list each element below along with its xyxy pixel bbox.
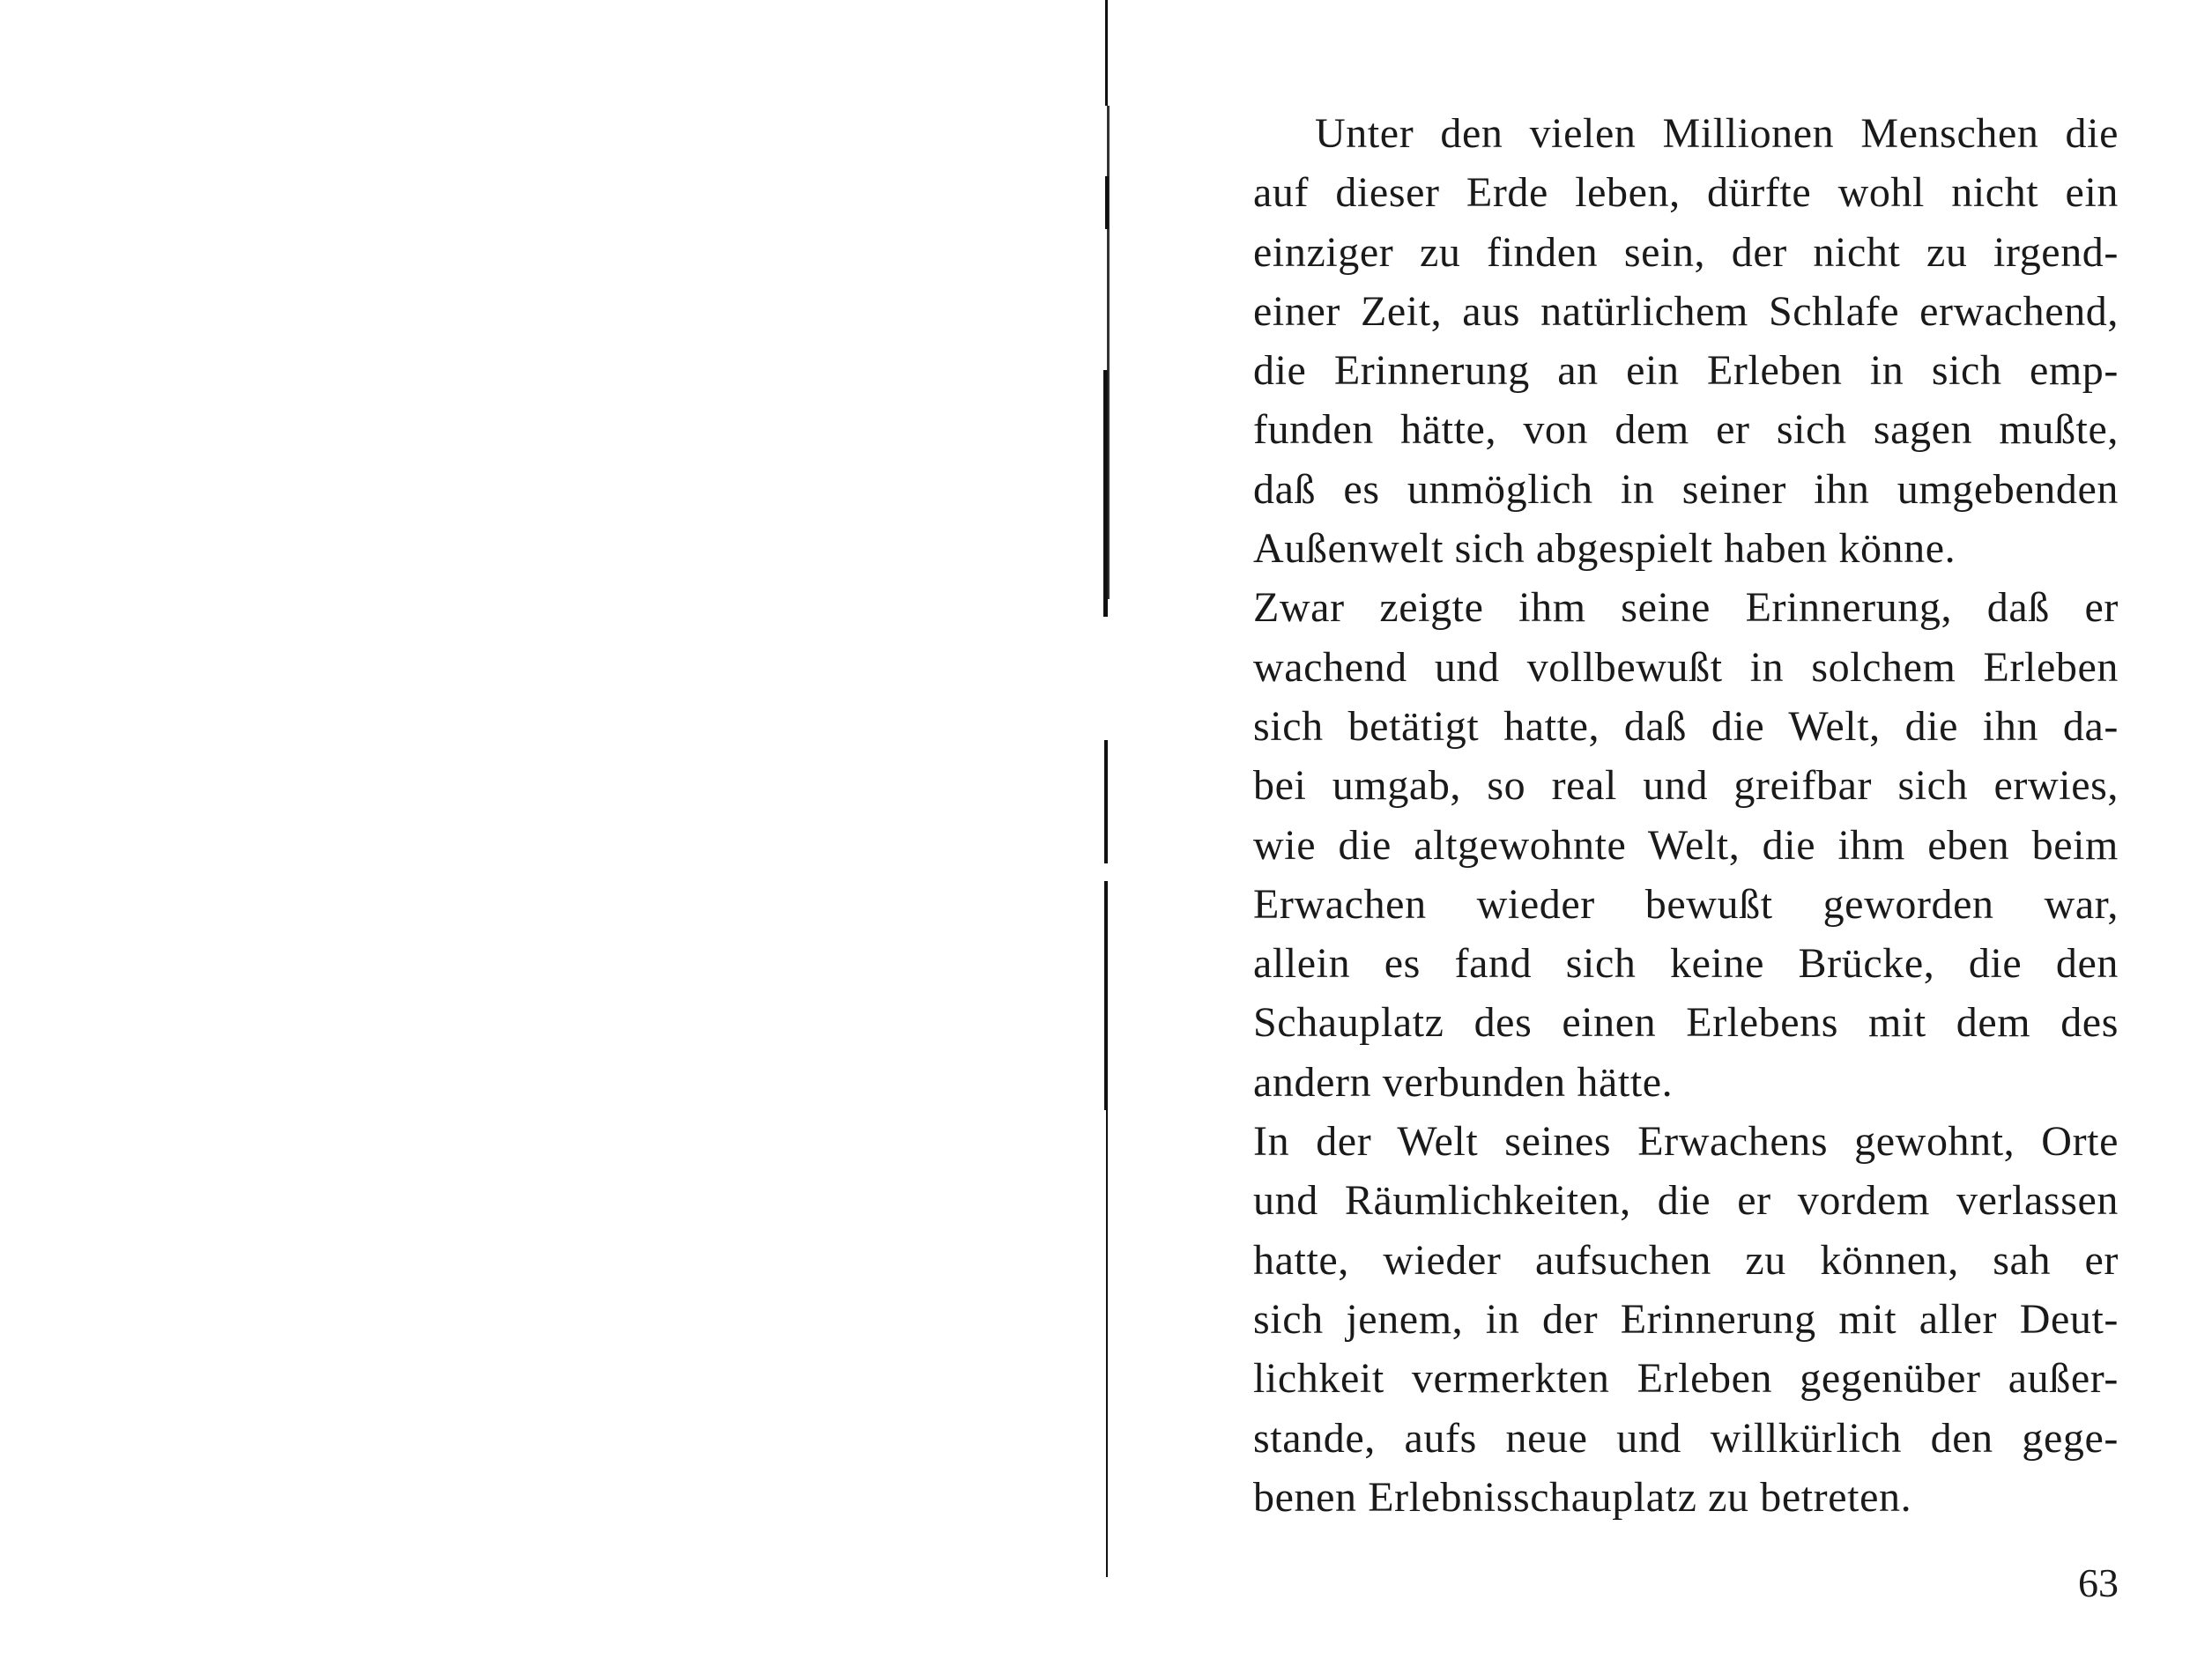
text-line: Erwachen wieder bewußt geworden war, [1253, 880, 2119, 928]
text-line: sich betätigt hatte, daß die Welt, die ihn da- [1253, 702, 2119, 750]
text-line: andern verbunden hätte. [1253, 1058, 1674, 1106]
body-text [1253, 104, 2119, 1527]
text-line: allein es fand sich keine Brücke, die den [1253, 940, 2119, 988]
text-line: wie die altgewohnte Welt, die ihm eben beim [1253, 821, 2119, 869]
text-line: die Erinnerung an ein Erleben in sich emp- [1253, 347, 2119, 395]
text-line: stande, aufs neue und willkürlich den gege- [1253, 1414, 2119, 1462]
gutter-edge-line [1105, 0, 1108, 106]
gutter-edge-line [1104, 740, 1108, 863]
book-gutter [1093, 0, 1128, 1577]
text-line: Zwar zeigte ihm seine Erinnerung, daß er [1253, 584, 2119, 632]
text-line: wachend und vollbewußt in solchem Erleben [1253, 643, 2119, 691]
text-line: In der Welt seines Erwachens gewohnt, Orte [1253, 1118, 2119, 1166]
right-page [1130, 0, 2212, 1674]
text-line: einziger zu finden sein, der nicht zu irgend- [1253, 228, 2119, 276]
text-line: benen Erlebnisschauplatz zu betreten. [1253, 1473, 1912, 1521]
gutter-edge-line [1106, 1533, 1108, 1577]
text-line: funden hätte, von dem er sich sagen mußte, [1253, 406, 2119, 454]
text-line: einer Zeit, aus natürlichem Schlafe erwachend, [1253, 287, 2119, 335]
text-line: auf dieser Erde leben, dürfte wohl nicht ein [1253, 169, 2119, 217]
text-line: Unter den vielen Millionen Menschen die [1315, 110, 2119, 157]
text-line: und Räumlichkeiten, die er vordem verlassen [1253, 1177, 2119, 1225]
text-line: lichkeit vermerkten Erleben gegenüber außer- [1253, 1355, 2119, 1403]
gutter-edge-line [1106, 1110, 1108, 1533]
text-line: hatte, wieder aufsuchen zu können, sah er [1253, 1236, 2119, 1284]
text-line: Schauplatz des einen Erlebens mit dem des [1253, 999, 2119, 1047]
page-number: 63 [2078, 1560, 2119, 1605]
text-line: bei umgab, so real und greifbar sich erwies, [1253, 762, 2119, 810]
gutter-edge-line [1104, 881, 1108, 1110]
text-line: sich jenem, in der Erinnerung mit aller Deut- [1253, 1295, 2119, 1343]
paragraph [1253, 104, 2119, 578]
gutter-edge-line [1105, 176, 1109, 229]
paragraph [1253, 578, 2119, 1112]
text-line: daß es unmöglich in seiner ihn umgebenden [1253, 465, 2119, 513]
gutter-edge-line [1103, 370, 1108, 617]
text-line: Außenwelt sich abgespielt haben könne. [1253, 525, 1956, 573]
paragraph [1253, 1112, 2119, 1527]
